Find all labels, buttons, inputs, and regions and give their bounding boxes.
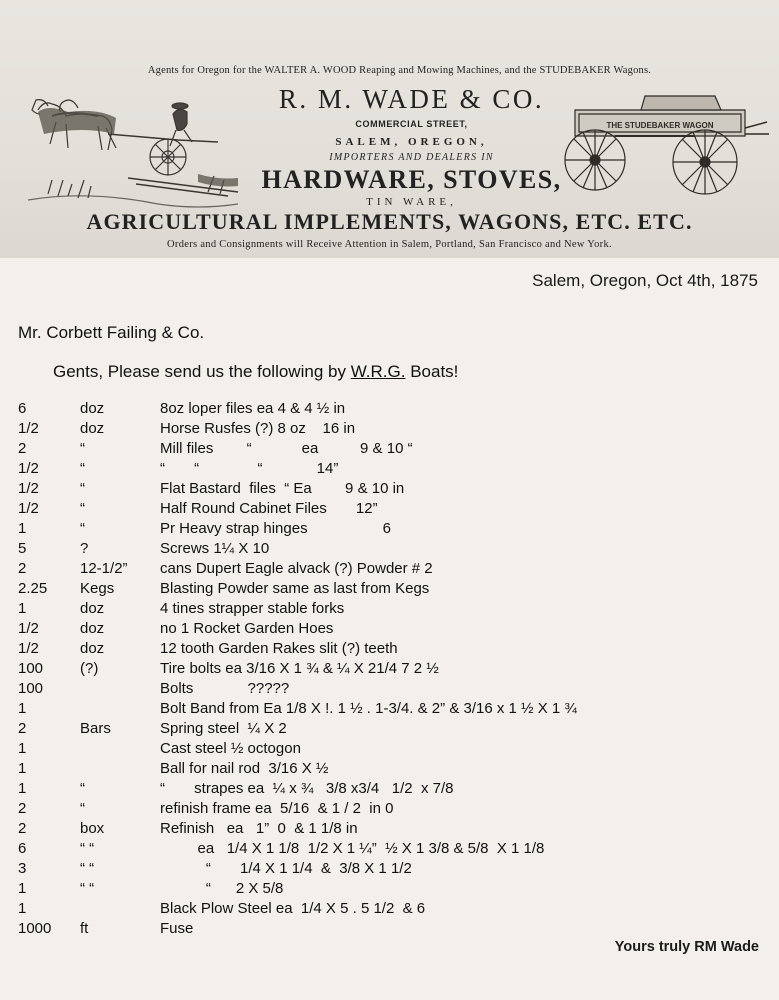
addressee: Mr. Corbett Failing & Co.: [18, 323, 205, 342]
order-item-row: [18, 799, 768, 819]
order-item-unit: “: [80, 500, 85, 517]
order-item-unit: ft: [80, 920, 89, 937]
order-item-row: [18, 539, 768, 559]
order-item-row: [18, 519, 768, 539]
order-item-qty: 5: [18, 540, 27, 557]
order-item-unit: doz: [80, 640, 105, 657]
order-item-qty: 1: [18, 700, 27, 717]
order-item-desc: Tire bolts ea 3/16 X 1 ¾ & ¼ X 21/4 7 2 ½: [160, 660, 439, 677]
order-item-unit: “ “: [80, 840, 95, 857]
order-item-desc: “ 1/4 X 1 1/4 & 3/8 X 1 1/2: [160, 860, 412, 877]
order-item-row: [18, 919, 768, 939]
order-item-row: [18, 459, 768, 479]
order-item-desc: Cast steel ½ octogon: [160, 740, 301, 757]
order-item-desc: Spring steel ¼ X 2: [160, 720, 287, 737]
order-item-desc: Pr Heavy strap hinges 6: [160, 520, 391, 537]
order-item-desc: Flat Bastard files “ Ea 9 & 10 in: [160, 480, 405, 497]
order-item-unit: “: [80, 460, 85, 477]
order-item-unit: Kegs: [80, 580, 115, 597]
order-item-desc: Screws 1¼ X 10: [160, 540, 270, 557]
order-item-unit: (?): [80, 660, 99, 677]
order-item-unit: “ “: [80, 860, 95, 877]
order-item-desc: Black Plow Steel ea 1/4 X 5 . 5 1/2 & 6: [160, 900, 426, 917]
order-item-desc: ea 1/4 X 1 1/8 1/2 X 1 ¼” ½ X 1 3/8 & 5/8 X 1 1/8: [160, 840, 545, 857]
importers-line: IMPORTERS AND DEALERS IN: [329, 152, 494, 163]
order-item-unit: “ “: [80, 880, 95, 897]
order-item-desc: no 1 Rocket Garden Hoes: [160, 620, 334, 637]
order-item-desc: “ strapes ea ¼ x ¾ 3/8 x3/4 1/2 x 7/8: [160, 780, 454, 797]
order-item-unit: doz: [80, 620, 105, 637]
company-street: COMMERCIAL STREET,: [355, 119, 468, 129]
order-item-desc: Bolt Band from Ea 1/8 X !. 1 ½ . 1-3/4. & 2” & 3/16 x 1 ½ X 1 ¾: [160, 700, 577, 717]
order-item-qty: 1/2: [18, 420, 39, 437]
order-item-qty: 1: [18, 600, 27, 617]
order-item-row: [18, 579, 768, 599]
order-item-qty: 6: [18, 400, 27, 417]
order-item-row: [18, 699, 768, 719]
order-item-unit: doz: [80, 400, 105, 417]
order-item-qty: 1: [18, 520, 27, 537]
order-item-qty: 1: [18, 740, 27, 757]
order-item-row: [18, 759, 768, 779]
order-item-desc: Ball for nail rod 3/16 X ½: [160, 760, 329, 777]
order-item-row: [18, 779, 768, 799]
order-item-desc: 12 tooth Garden Rakes slit (?) teeth: [160, 640, 398, 657]
order-item-row: [18, 439, 768, 459]
order-item-qty: 1/2: [18, 640, 39, 657]
order-item-qty: 2: [18, 820, 27, 837]
agents-line: Agents for Oregon for the WALTER A. WOOD Reaping and Mowing Machines, and the STUDEBAKER Wagons.: [147, 65, 652, 76]
salutation-prefix: Gents, Please send us the following by: [53, 362, 351, 381]
salutation-boats: W.R.G.: [350, 362, 406, 381]
order-item-qty: 2.25: [18, 580, 48, 597]
orders-line: Orders and Consignments will Receive Attention in Salem, Portland, San Francisco and New York.: [167, 239, 612, 250]
order-item-qty: 100: [18, 680, 44, 697]
order-item-row: [18, 879, 768, 899]
order-item-desc: “ “ “ 14”: [160, 460, 339, 477]
company-city: SALEM, OREGON,: [335, 136, 488, 148]
letter-date: Salem, Oregon, Oct 4th, 1875: [532, 271, 758, 290]
order-item-unit: “: [80, 440, 85, 457]
order-item-qty: 3: [18, 860, 27, 877]
order-item-row: [18, 419, 768, 439]
company-name: R. M. WADE & CO.: [278, 84, 545, 114]
order-item-desc: Mill files “ ea 9 & 10 “: [160, 440, 413, 457]
order-item-unit: Bars: [80, 720, 111, 737]
order-item-desc: 4 tines strapper stable forks: [160, 600, 345, 617]
order-item-desc: Bolts ?????: [160, 680, 290, 697]
order-item-desc: Horse Rusfes (?) 8 oz 16 in: [160, 420, 356, 437]
order-item-desc: 8oz loper files ea 4 & 4 ½ in: [160, 400, 346, 417]
hardware-line: HARDWARE, STOVES,: [261, 165, 562, 194]
order-item-row: [18, 599, 768, 619]
order-item-qty: 1/2: [18, 620, 39, 637]
order-item-qty: 1/2: [18, 500, 39, 517]
order-item-unit: ?: [80, 540, 89, 557]
order-item-desc: Half Round Cabinet Files 12”: [160, 500, 378, 517]
order-item-unit: doz: [80, 420, 105, 437]
order-item-qty: 1/2: [18, 460, 39, 477]
order-item-row: [18, 739, 768, 759]
order-item-row: [18, 399, 768, 419]
order-item-qty: 1: [18, 880, 27, 897]
order-item-qty: 1: [18, 780, 27, 797]
order-item-desc: cans Dupert Eagle alvack (?) Powder # 2: [160, 560, 433, 577]
order-item-qty: 2: [18, 440, 27, 457]
order-item-unit: “: [80, 780, 85, 797]
order-item-qty: 6: [18, 840, 27, 857]
salutation: [53, 362, 458, 382]
salutation-suffix: Boats!: [405, 362, 459, 381]
order-item-unit: “: [80, 480, 85, 497]
order-item-row: [18, 659, 768, 679]
order-item-qty: 2: [18, 560, 27, 577]
order-item-unit: “: [80, 520, 85, 537]
order-item-qty: 2: [18, 800, 27, 817]
order-item-qty: 1/2: [18, 480, 39, 497]
order-item-qty: 100: [18, 660, 44, 677]
order-item-row: [18, 559, 768, 579]
agricultural-line: AGRICULTURAL IMPLEMENTS, WAGONS, ETC. ETC.: [86, 209, 693, 234]
order-item-row: [18, 899, 768, 919]
signoff: Yours truly RM Wade: [614, 939, 759, 955]
order-item-desc: refinish frame ea 5/16 & 1 / 2 in 0: [160, 800, 394, 817]
order-item-row: [18, 499, 768, 519]
order-item-unit: box: [80, 820, 105, 837]
order-item-qty: 1: [18, 760, 27, 777]
order-item-row: [18, 619, 768, 639]
order-item-unit: “: [80, 800, 85, 817]
order-item-row: [18, 719, 768, 739]
order-items-list: [18, 399, 768, 939]
order-item-qty: 2: [18, 720, 27, 737]
order-item-desc: Fuse: [160, 920, 194, 937]
order-item-qty: 1: [18, 900, 27, 917]
tinware-line: TIN WARE,: [366, 196, 457, 208]
order-item-row: [18, 839, 768, 859]
order-item-qty: 1000: [18, 920, 52, 937]
order-item-unit: 12-1/2”: [80, 560, 128, 577]
letterhead: [0, 0, 779, 258]
order-item-row: [18, 479, 768, 499]
wagon-sign-text: THE STUDEBAKER WAGON: [606, 121, 714, 130]
order-item-row: [18, 859, 768, 879]
order-item-desc: Refinish ea 1” 0 & 1 1/8 in: [160, 820, 358, 837]
order-item-unit: doz: [80, 600, 105, 617]
order-item-desc: Blasting Powder same as last from Kegs: [160, 580, 430, 597]
order-item-row: [18, 679, 768, 699]
order-item-row: [18, 819, 768, 839]
order-item-row: [18, 639, 768, 659]
order-item-desc: “ 2 X 5/8: [160, 880, 284, 897]
